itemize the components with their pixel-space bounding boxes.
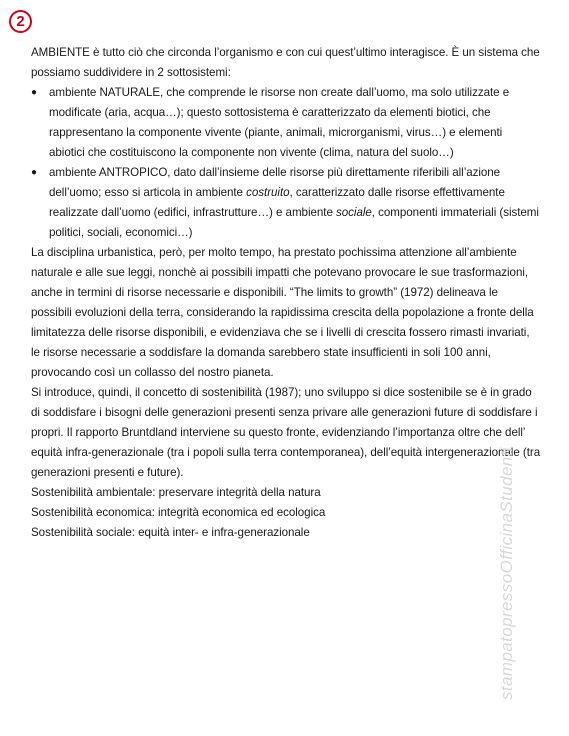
emphasis-costruito: costruito	[246, 186, 290, 199]
sostenibilita-paragraph: Si introduce, quindi, il concetto di sostenibilità (1987); uno sviluppo si dice sostenibile se è in grado di soddisfare i bisogni delle generazioni presenti senza privare alle generazioni future di soddisfare i propri. Il rapporto Bruntdland interviene su questo fronte, evidenziando l’importanza oltre che dell’ equità infra-generazionale (tra i popoli sulla terra contemporanea), dell’equità intergenerazionale (tra generazioni presenti e future).	[31, 386, 541, 479]
bullet-icon: ●	[31, 87, 37, 98]
urbanistica-paragraph: La disciplina urbanistica, però, per molto tempo, ha prestato pochissima attenzione all’ambiente naturale e alle sue leggi, nonchè ai possibili impatti che potevano provocare le sue trasformazioni, anche in termini di risorse necessarie e disponibili. “The limits to growth” (1972) delineava le possibili evoluzioni della terra, considerando la rapidissima crescita della popolazione a fronte della limitatezza delle risorse disponibili, e evidenziava che se i livelli di crescita fossero rimasti invariati, le risorse necessarie a soddisfare la domanda sarebbero state insufficienti in soli 100 anni, provocando così un collasso del nostro pianeta.	[31, 246, 534, 379]
definition-economica: Sostenibilità economica: integrità economica ed ecologica	[31, 506, 326, 519]
watermark: stampatopressoOfficinaStudenti	[497, 447, 516, 700]
subsystem-list	[31, 83, 541, 243]
document-body	[31, 43, 541, 543]
emphasis-sociale: sociale	[336, 206, 372, 219]
page-number-badge: 2	[9, 10, 32, 33]
list-item-text: , componenti immateriali (sistemi politici, sociali, economici…)	[49, 206, 539, 239]
list-item-anthropic	[31, 163, 541, 243]
bullet-icon: ●	[31, 167, 37, 178]
intro-paragraph: AMBIENTE è tutto ciò che circonda l’organismo e con cui quest’ultimo interagisce. È un sistema che possiamo suddividere in 2 sottosistemi:	[31, 46, 540, 79]
definition-ambientale: Sostenibilità ambientale: preservare integrità della natura	[31, 486, 321, 499]
list-item-text: ambiente ANTROPICO, dato dall’insieme delle risorse più direttamente riferibili all’azione dell’uomo; esso si articola in ambiente	[49, 166, 501, 199]
list-item-text: ambiente NATURALE, che comprende le risorse non create dall’uomo, ma solo utilizzate e modificate (aria, acqua…); questo sottosistema è caratterizzato da elementi biotici, che rappresentano la componente vivente (piante, animali, microrganismi, virus…) e elementi abiotici che costituiscono la componente non vivente (clima, natura del suolo…)	[49, 86, 510, 159]
list-item-text: , caratterizzato dalle risorse effettivamente realizzate dall’uomo (edifici, infrastrutture…) e ambiente	[49, 186, 505, 219]
definition-sociale: Sostenibilità sociale: equità inter- e infra-generazionale	[31, 526, 310, 539]
list-item-natural	[31, 83, 541, 163]
